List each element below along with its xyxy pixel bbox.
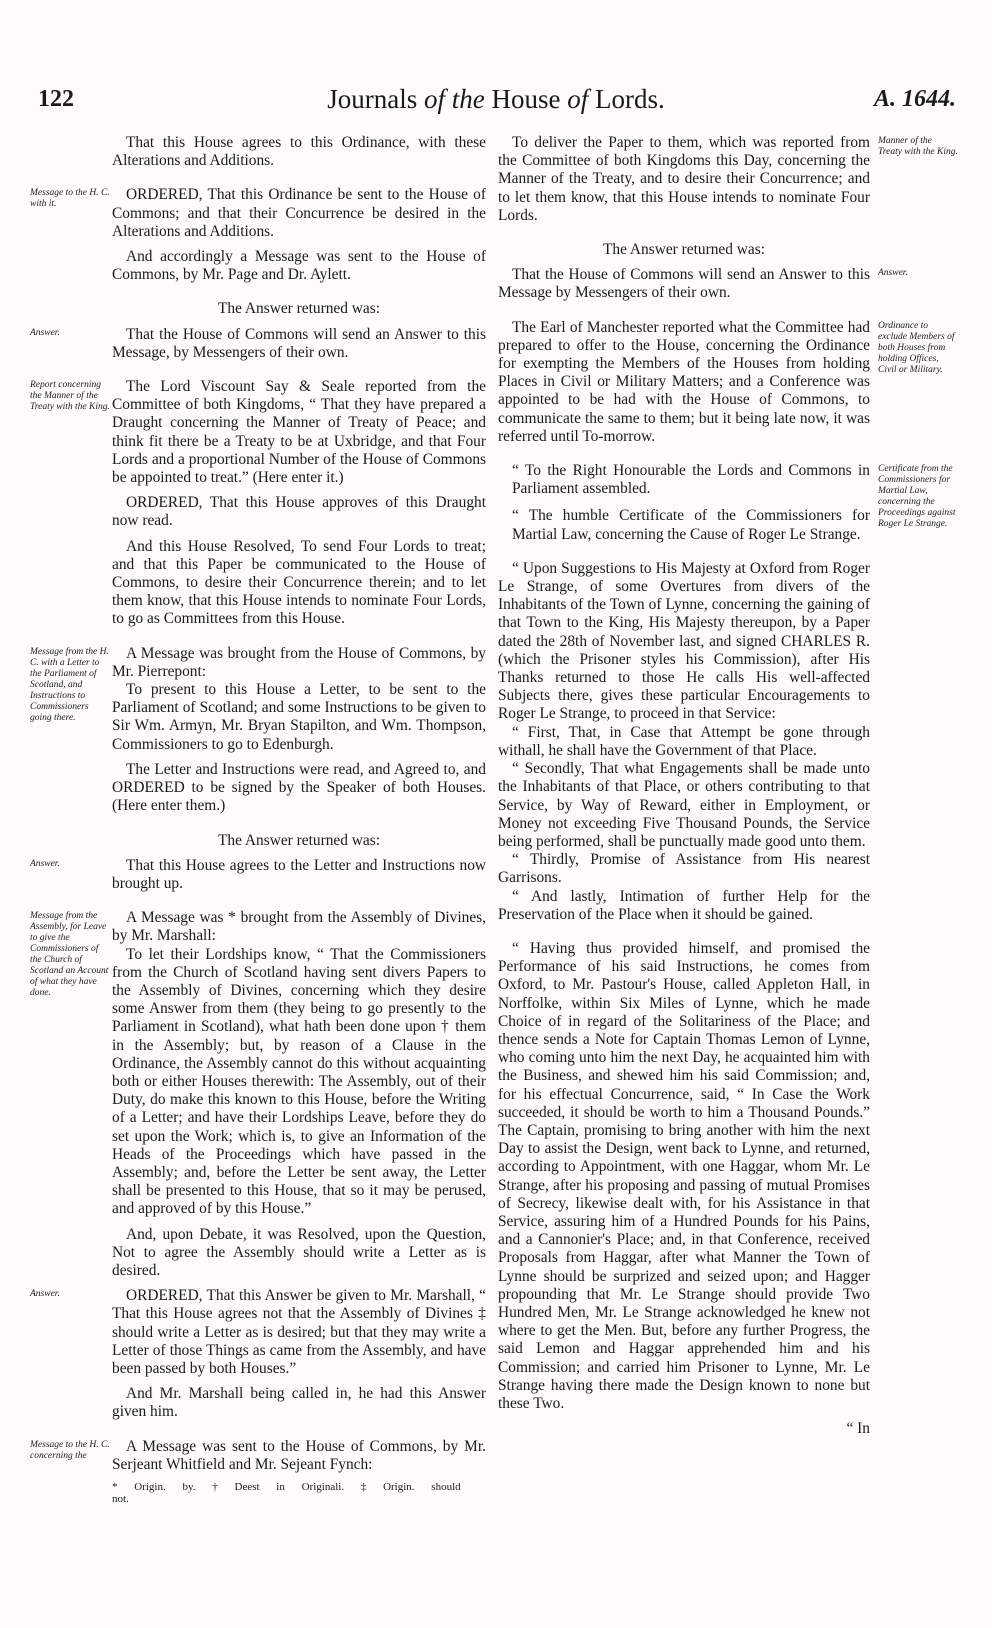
- page-year: A. 1644.: [873, 86, 956, 112]
- paragraph: “ Secondly, That what Engagements shall be made unto the Inhabitants of that Place, or others contributing to that Service, by Way of Reward, either in Employment, or Money not exceeding Five Thousand Pounds, the Service being performed, shall be punctually made good unto them.: [498, 760, 870, 850]
- entry: [30, 857, 486, 893]
- margin-note: Message from the Assembly, for Leave to give the Commissioners of the Church of Scotland an Account of what they have done.: [30, 911, 109, 999]
- entry: [30, 1226, 486, 1281]
- paragraph: The Answer returned was:: [218, 831, 380, 849]
- margin-note: Manner of the Treaty with the King.: [878, 136, 958, 157]
- paragraph: A Message was * brought from the Assembly of Divines, by Mr. Marshall:: [112, 909, 486, 945]
- entry: [30, 909, 486, 1218]
- margin-note: Message from the H. C. with a Letter to the Parliament of Scotland, and Instructions to Commissioners going there.: [30, 646, 109, 723]
- paragraph: A Message was brought from the House of Commons, by Mr. Pierrepont:: [112, 644, 486, 680]
- entry: [30, 134, 486, 170]
- paragraph: The Answer returned was:: [218, 300, 380, 318]
- entry: [494, 266, 956, 302]
- margin-note: Answer.: [30, 858, 60, 869]
- footnotes: * Origin. by. † Deest in Originali. ‡ Origin. should not.: [112, 1481, 461, 1505]
- entry: [30, 494, 486, 530]
- entry: [30, 1385, 486, 1421]
- title-of: of: [567, 84, 589, 114]
- entry: [30, 248, 486, 284]
- paragraph: The Earl of Manchester reported what the Committee had prepared to offer to the House, concerning the Ordinance for exempting the Members of the Houses from holding Places in Civil or Military Matters; and a Conference was appointed to be had with the House of Commons, to communicate the same to them; but it being late now, it was referred until To-morrow.: [498, 318, 870, 445]
- paragraph: “ And lastly, Intimation of further Help for the Preservation of the Place when it should be gained.: [498, 887, 870, 923]
- right-column: [494, 134, 956, 1438]
- entry: [494, 560, 956, 924]
- paragraph: To present to this House a Letter, to be sent to the Parliament of Scotland; and some Instructions to be given to Sir Wm. Armyn, Mr. Bryan Stapilton, and Wm. Thompson, Commissioners to go to Edenburgh.: [112, 681, 486, 753]
- paragraph: To let their Lordships know, “ That the Commissioners from the Church of Scotland having sent divers Papers to the Assembly of Divines, concerning which they desire some Answer from them (they being to go presently to the Parliament in Scotland), what hath been done upon † them in the Assembly; but, by reason of a Clause in the Ordinance, the Assembly cannot do this without acquainting both or either Houses therewith: The Assembly, out of their Duty, do make this known to this House, before the Writing of a Letter; and have their Lordships Leave, before they do set upon the Work; which is, to give an Information of the Heads of the Proceedings which have passed in the Assembly; and, before the Letter be sent away, the Letter shall be presented to this House, that so it may be perused, and approved of by this House.”: [112, 945, 486, 1218]
- margin-note: Message to the H. C. with it.: [30, 188, 110, 210]
- paragraph: And this House Resolved, To send Four Lords to treat; and that this Paper be communicated to the House of Commons, to desire their Concurrence therein; and to let them know, that this House intends to nominate Four Lords, to go as Committees from this House.: [112, 537, 486, 628]
- margin-note: Ordinance to exclude Members of both Houses from holding Offices, Civil or Military.: [878, 320, 955, 375]
- paragraph: ORDERED, That this House approves of this Draught now read.: [112, 494, 486, 530]
- paragraph: “ To the Right Honourable the Lords and Commons in Parliament assembled.: [512, 462, 870, 498]
- entry: [494, 241, 956, 259]
- entry: [30, 832, 486, 850]
- paragraph: That this House agrees to this Ordinance, with these Alterations and Additions.: [112, 134, 486, 170]
- title-of-the: of the: [423, 84, 485, 114]
- entry: [30, 1438, 486, 1474]
- paragraph: “ Having thus provided himself, and promised the Performance of his said Instructions, he comes from Oxford, to Mr. Pastour's House, called Appleton Hall, in Norffolke, within Six Miles of Lynne, which he made Choice of in regard of the Solitariness of the Place; and thence sends a Note for Captain Thomas Lemon of Lynne, who coming unto him the next Day, he acquainted him with the Business, and shewed him his said Commission; and, for his effectual Concurrence, said, “ In Case the Work succeeded, it should be worth to him a Thousand Pounds.” The Captain, promising to bring another with him the next Day to assist the Design, went back to Lynne, and returned, according to Appointment, with one Haggar, whom Mr. Le Strange, after his proposing and passing of mutual Promises of Secrecy, likewise dealt with, for his Assistance in that Service, assuring him of a Hundred Pounds for his Pains, and a Cannonier's Place; and, in that Conference, received Proposals from Haggar, after what Manner the Town of Lynne should be surprized and seized upon; and Hagger propounding that Mr. Le Strange should provide Two Hundred Men, Mr. Le Strange acknowledged he knew not where to get the Men. But, before any further Progress, the said Lemon and Haggar apprehended him and his Commission; and carried him Prisoner to Lynne, Mr. Le Strange having there made the Design known to none but these Two.: [498, 939, 870, 1412]
- margin-note: Report concerning the Manner of the Treaty with the King.: [30, 380, 110, 413]
- margin-note: Certificate from the Commissioners for Martial Law, concerning the Proceedings against Roger Le Strange.: [878, 464, 956, 530]
- entry: [30, 1287, 486, 1378]
- entry: [30, 538, 486, 629]
- margin-note: Message to the H. C. concerning the: [30, 1439, 110, 1461]
- entry: [494, 134, 956, 225]
- paragraph: ORDERED, That this Answer be given to Mr. Marshall, “ That this House agrees not that the Assembly of Divines ‡ should write a Letter as is desired; but that they may write a Letter of those Things as came from the Assembly, and have been passed by both Houses.”: [112, 1287, 486, 1377]
- paragraph: To deliver the Paper to them, which was reported from the Committee of both Kingdoms this Day, concerning the Manner of the Treaty, and to desire their Concurrence; and to let them know, that this House intends to nominate Four Lords.: [498, 134, 870, 224]
- catchword: “ In: [846, 1420, 870, 1438]
- entry: [30, 326, 486, 362]
- paragraph: “ First, That, in Case that Attempt be gone through withall, he shall have the Government of that Place.: [498, 723, 870, 759]
- paragraph: The Answer returned was:: [603, 241, 765, 259]
- paragraph: A Message was sent to the House of Commons, by Mr. Serjeant Whitfield and Mr. Sejeant Fynch:: [112, 1437, 486, 1473]
- paragraph: The Lord Viscount Say & Seale reported from the Committee of both Kingdoms, “ That they have prepared a Draught concerning the Manner of Treaty of Peace; and think fit there be a Treaty to be at Uxbridge, and that Four Lords and a proportional Number of the House of Commons be appointed to treat.” (Here enter it.): [112, 378, 486, 487]
- entry: [30, 761, 486, 816]
- paragraph: That the House of Commons will send an Answer to this Message by Messengers of their own.: [498, 266, 870, 302]
- entry: [30, 300, 486, 318]
- paragraph: That the House of Commons will send an Answer to this Message, by Messengers of their own.: [112, 325, 486, 361]
- entry: [494, 319, 956, 446]
- paragraph: “ The humble Certificate of the Commissioners for Martial Law, concerning the Cause of Roger Le Strange.: [512, 507, 870, 543]
- running-title: [36, 84, 956, 115]
- entry: [30, 378, 486, 487]
- page-header: [36, 84, 956, 124]
- entry: [30, 186, 486, 241]
- entry: [30, 645, 486, 754]
- paragraph: That this House agrees to the Letter and Instructions now brought up.: [112, 856, 486, 892]
- left-column: [30, 134, 486, 1505]
- margin-note: Answer.: [30, 327, 60, 338]
- paragraph: “ Upon Suggestions to His Majesty at Oxford from Roger Le Strange, of some Overtures from divers of the Inhabitants of the Town of Lynne, concerning the gaining of that Town to the King, His Majesty thereupon, by a Paper dated the 28th of November last, and signed CHARLES R. (which the Prisoner styles his Commission), after His Thanks returned to those He calls His well-affected Subjects there, gives these particular Encouragements to Roger Le Strange, to proceed in that Service:: [498, 559, 870, 723]
- paragraph: The Letter and Instructions were read, and Agreed to, and ORDERED to be signed by the Speaker of both Houses. (Here enter them.): [112, 760, 486, 815]
- paragraph: And Mr. Marshall being called in, he had this Answer given him.: [112, 1385, 486, 1421]
- margin-note: Answer.: [30, 1289, 60, 1300]
- entry: [494, 940, 956, 1413]
- paragraph: And, upon Debate, it was Resolved, upon the Question, Not to agree the Assembly should write a Letter as is desired.: [112, 1225, 486, 1279]
- paragraph: “ Thirdly, Promise of Assistance from His nearest Garrisons.: [498, 851, 870, 887]
- entry: [494, 462, 956, 544]
- paragraph: And accordingly a Message was sent to the House of Commons, by Mr. Page and Dr. Aylett.: [112, 248, 486, 284]
- margin-note: Answer.: [878, 268, 908, 279]
- title-house: House: [491, 84, 561, 114]
- page-number: 122: [38, 86, 74, 112]
- title-lords: Lords.: [595, 84, 665, 114]
- paragraph: ORDERED, That this Ordinance be sent to the House of Commons; and that their Concurrence be desired in the Alterations and Additions.: [112, 186, 486, 240]
- title-journals: Journals: [327, 84, 418, 114]
